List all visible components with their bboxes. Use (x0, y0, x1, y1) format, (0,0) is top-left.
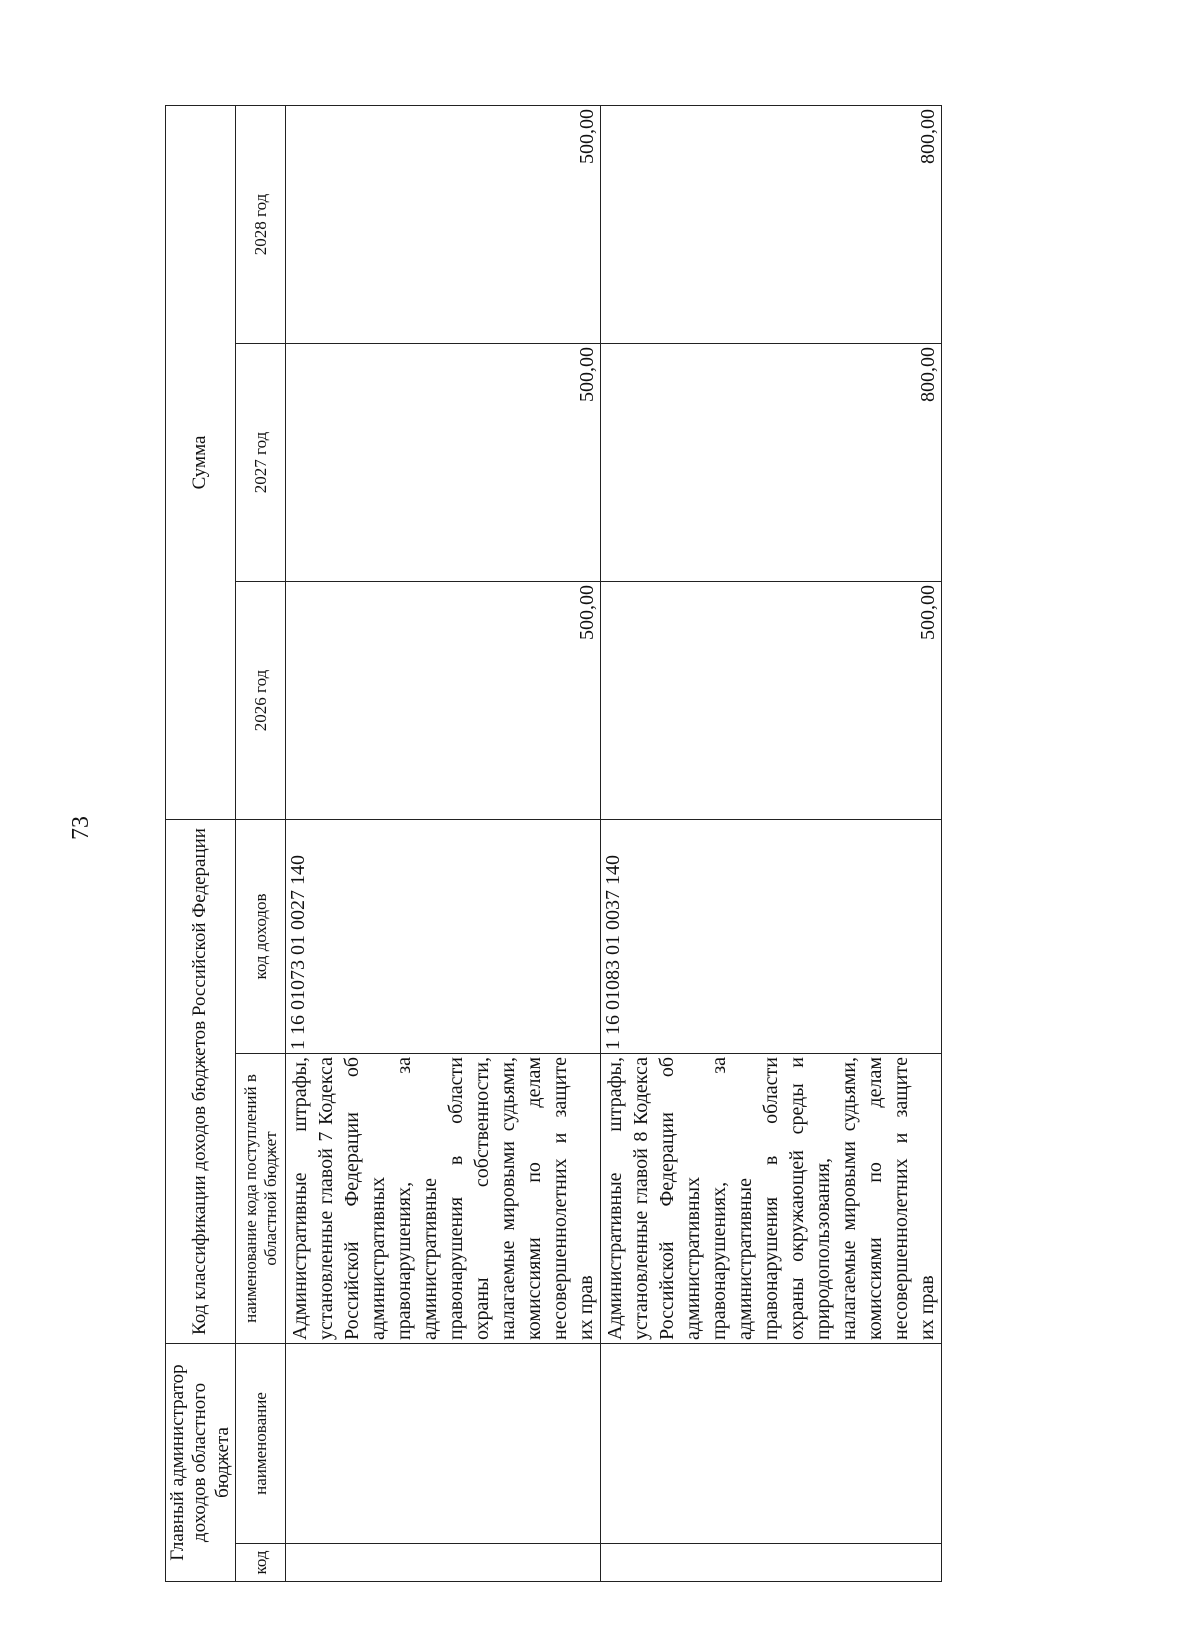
header-year-2027: 2027 год (236, 344, 286, 582)
header-revenue-code: код доходов (236, 820, 286, 1054)
row-description: Административные штрафы, установленные главой 8 Кодекса Российской Федерации об административных правонарушениях, за административные правонарушения в области охраны окружающей среды и природопользования, налагаемые мировыми судьями, комиссиями по делам несовершеннолетних и защите их прав (601, 1054, 942, 1344)
header-admin-code: код (236, 1544, 286, 1582)
header-year-2028: 2028 год (236, 105, 286, 343)
row-sum-2026: 500,00 (601, 582, 942, 820)
row-revenue-code: 1 16 01083 01 0037 140 (601, 820, 942, 1054)
row-admin-code (286, 1544, 601, 1582)
header-admin-group: Главный администратор доходов областного бюджета (166, 1344, 236, 1582)
table-row (286, 105, 601, 1581)
header-admin-name: наименование (236, 1344, 286, 1544)
row-sum-2028: 500,00 (286, 105, 601, 343)
row-revenue-code: 1 16 01073 01 0027 140 (286, 820, 601, 1054)
row-admin-name (601, 1344, 942, 1544)
header-sum-group: Сумма (166, 105, 236, 819)
revenue-table (165, 105, 942, 1582)
row-sum-2027: 500,00 (286, 344, 601, 582)
revenue-table-container (165, 106, 939, 1582)
row-sum-2028: 800,00 (601, 105, 942, 343)
row-admin-code (601, 1544, 942, 1582)
header-revenue-name: наименование кода поступлений в областной бюджет (236, 1054, 286, 1344)
row-admin-name (286, 1344, 601, 1544)
row-sum-2026: 500,00 (286, 582, 601, 820)
row-sum-2027: 800,00 (601, 344, 942, 582)
row-description: Административные штрафы, установленные главой 7 Кодекса Российской Федерации об административных правонарушениях, за административные правонарушения в области охраны собственности, налагаемые мировыми судьями, комиссиями по делам несовершеннолетних и защите их прав (286, 1054, 601, 1344)
table-row (601, 105, 942, 1581)
header-year-2026: 2026 год (236, 582, 286, 820)
page-number: 73 (68, 816, 94, 840)
header-classification-group: Код классификации доходов бюджетов Российской Федерации (166, 820, 236, 1344)
